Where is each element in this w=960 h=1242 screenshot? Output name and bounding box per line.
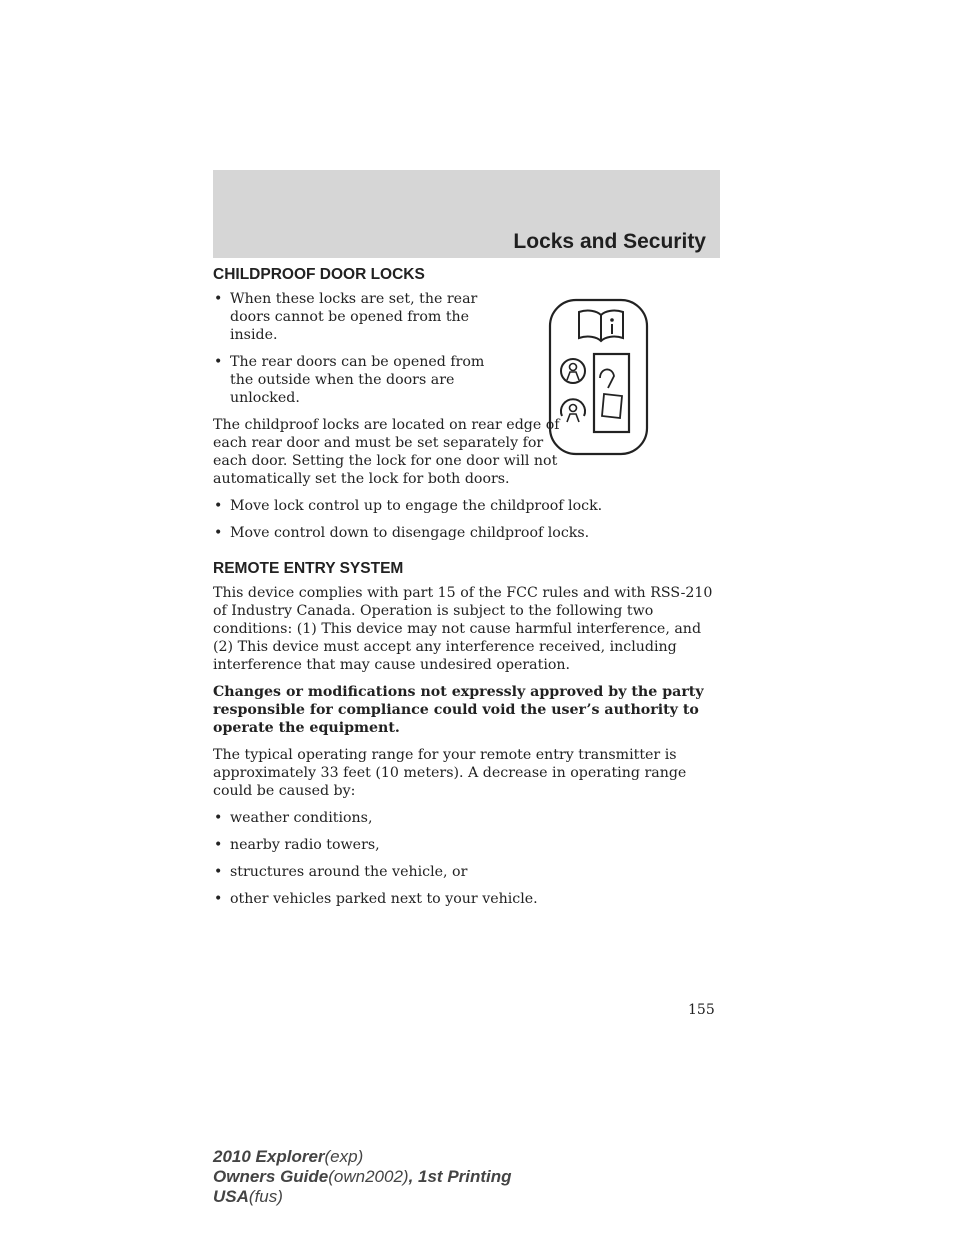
fcc-paragraph: This device complies with part 15 of the FCC rules and with RSS-210 of Industry Canada. Operation is subject to the following two conditions: (1) This device may not cause harmful interference, and (2) This device must accept any interference received, including interference that may cause undesired operation.: [213, 585, 713, 673]
bullet-marker: •: [214, 498, 223, 514]
bullet-marker: •: [214, 864, 223, 880]
print-footer: 2010 Explorer(exp) Owners Guide(own2002), 1st Printing USA(fus): [213, 1147, 512, 1206]
bullet-marker: •: [214, 354, 223, 370]
bullet-marker: •: [214, 891, 223, 907]
remote-entry-heading: REMOTE ENTRY SYSTEM: [213, 560, 404, 577]
section-header-band: [213, 170, 720, 258]
list-item: • Move control down to disengage childproof locks.: [214, 525, 590, 541]
list-item: • Move lock control up to engage the childproof lock.: [214, 498, 603, 514]
bullet-marker: •: [214, 291, 223, 307]
bullet-marker: •: [214, 525, 223, 541]
modifications-warning: Changes or modifications not expressly approved by the party responsible for compliance could void the user’s authority to operate the equipment.: [213, 684, 704, 736]
section-title: Locks and Security: [513, 230, 706, 253]
bullet-marker: •: [214, 837, 223, 853]
list-item: • The rear doors can be opened from the outside when the doors are unlocked.: [214, 354, 485, 406]
list-item: • structures around the vehicle, or: [214, 864, 468, 880]
list-item: • When these locks are set, the rear doors cannot be opened from the inside.: [214, 291, 478, 343]
list-item: • other vehicles parked next to your vehicle.: [214, 891, 538, 907]
operating-range-paragraph: The typical operating range for your remote entry transmitter is approximately 33 feet (10 meters). A decrease in operating range could be caused by:: [213, 747, 687, 799]
page-content: [213, 266, 723, 917]
childproof-heading: CHILDPROOF DOOR LOCKS: [213, 266, 425, 283]
list-item: • nearby radio towers,: [214, 837, 380, 853]
list-item: • weather conditions,: [214, 810, 373, 826]
childproof-paragraph: The childproof locks are located on rear edge of each rear door and must be set separately for each door. Setting the lock for one door will not automatically set the lock for both doors.: [213, 417, 560, 487]
bullet-marker: •: [214, 810, 223, 826]
page-number: 155: [688, 1002, 715, 1018]
